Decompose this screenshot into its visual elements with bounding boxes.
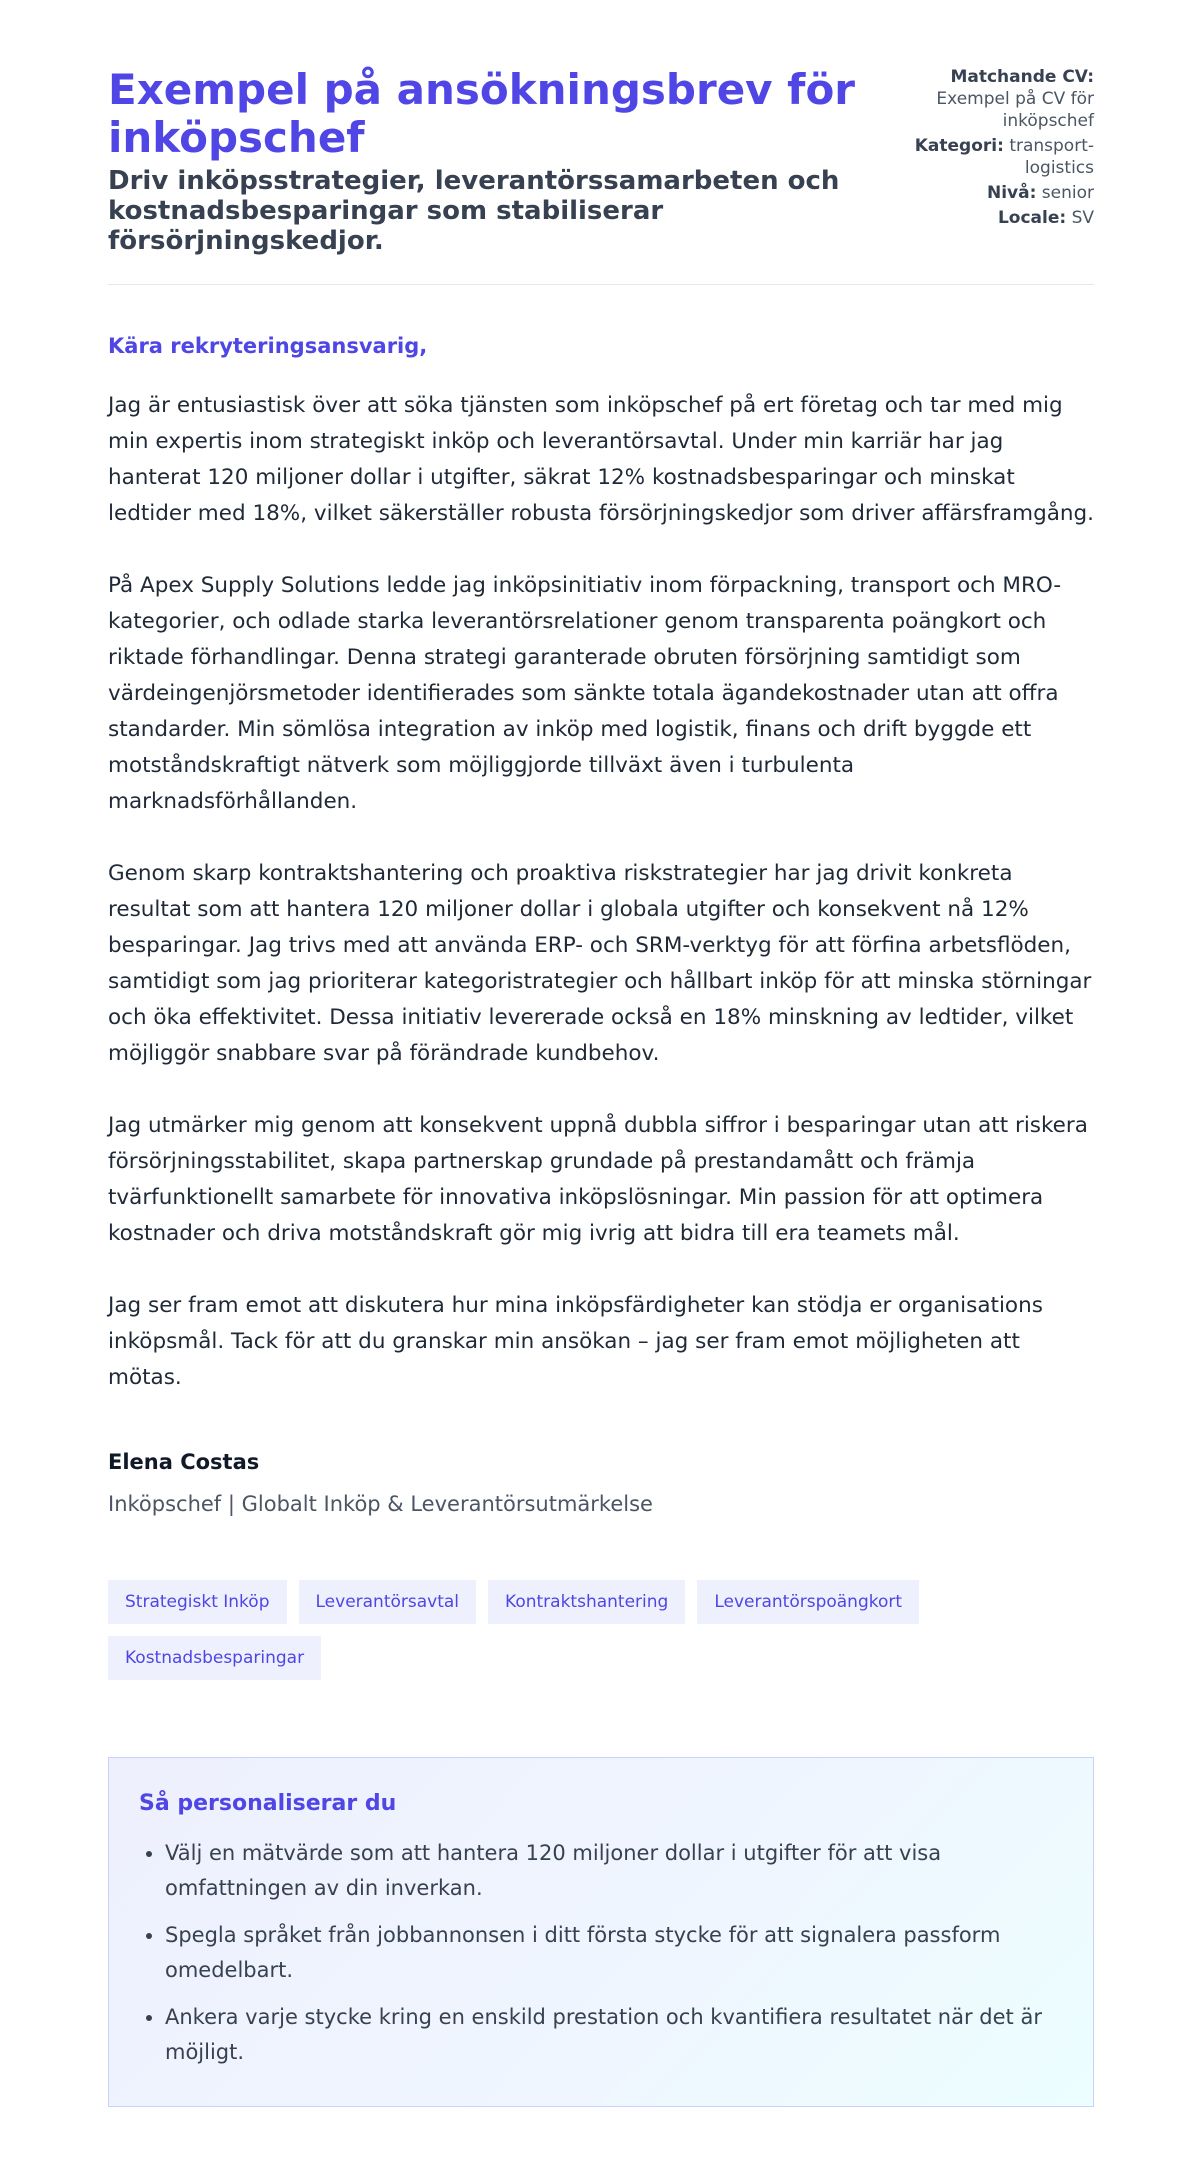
- skill-tags: [108, 1580, 1048, 1680]
- meta-matching-cv: [874, 66, 1094, 132]
- meta-level-value: senior: [1041, 183, 1094, 203]
- signature-name: Elena Costas: [108, 1450, 260, 1474]
- meta-panel: [874, 66, 1094, 232]
- letter-paragraph: Jag utmärker mig genom att konsekvent uppnå dubbla siffror i besparingar utan att riskera försörjningsstabilitet, skapa partnerskap grundade på prestandamått och främja tvärfunktionellt samarbete för innovativa inköpslösningar. Min passion för att optimera kostnader och driva motståndskraft gör mig ivrig att bidra till era teamets mål.: [108, 1113, 1088, 1246]
- skill-tag: Leverantörsavtal: [299, 1580, 477, 1624]
- meta-category-value: transport-logistics: [1009, 136, 1094, 178]
- header-divider: [108, 284, 1094, 285]
- page-title: Exempel på ansökningsbrev för inköpschef: [108, 65, 856, 162]
- page-subtitle: Driv inköpsstrategier, leverantörssamarbeten och kostnadsbesparingar som stabiliserar försörjningskedjor.: [108, 166, 840, 256]
- letter-greeting: Kära rekryteringsansvarig,: [108, 334, 428, 358]
- skill-tag: Kontraktshantering: [488, 1580, 685, 1624]
- letter-paragraph: Jag är entusiastisk över att söka tjänsten som inköpschef på ert företag och tar med mig min expertis inom strategiskt inköp och leverantörsavtal. Under min karriär har jag hanterat 120 miljoner dollar i utgifter, säkrat 12% kostnadsbesparingar och minskat ledtider med 18%, vilket säkerställer robusta försörjningskedjor som driver affärsframgång.: [108, 393, 1095, 526]
- meta-level: [874, 182, 1094, 204]
- skill-tag: Kostnadsbesparingar: [108, 1636, 321, 1680]
- skill-tag: Strategiskt Inköp: [108, 1580, 287, 1624]
- letter-body: [108, 330, 1098, 1432]
- skill-tag: Leverantörspoängkort: [697, 1580, 919, 1624]
- tip-item: • Spegla språket från jobbannonsen i ditt första stycke för att signalera passform omedelbart.: [165, 1918, 1063, 1988]
- meta-category: [874, 135, 1094, 179]
- tip-item: • Välj en mätvärde som att hantera 120 miljoner dollar i utgifter för att visa omfattningen av din inverkan.: [165, 1836, 1063, 1906]
- meta-level-label: Nivå:: [986, 183, 1037, 203]
- letter-paragraph: Genom skarp kontraktshantering och proaktiva riskstrategier har jag drivit konkreta resultat som att hantera 120 miljoner dollar i globala utgifter och konsekvent nå 12% besparingar. Jag trivs med att använda ERP- och SRM-verktyg för att förfina arbetsflöden, samtidigt som jag prioriterar kategoristrategier och hållbart inköp för att minska störningar och öka effektivitet. Dessa initiativ levererade också en 18% minskning av ledtider, vilket möjliggör snabbare svar på förändrade kundbehov.: [108, 861, 1092, 1066]
- meta-locale-value: SV: [1071, 208, 1094, 228]
- letter-paragraph: På Apex Supply Solutions ledde jag inköpsinitiativ inom förpackning, transport och MRO-kategorier, och odlade starka leverantörsrelationer genom transparenta poängkort och riktade förhandlingar. Denna strategi garanterade obruten försörjning samtidigt som värdeingenjörsmetoder identifierades som sänkte totala ägandekostnader utan att offra standarder. Min sömlösa integration av inköp med logistik, finans och drift byggde ett motståndskraftigt nätverk som möjliggjorde tillväxt även i turbulenta marknadsförhållanden.: [108, 573, 1062, 814]
- tip-item: • Ankera varje stycke kring en enskild prestation och kvantifiera resultatet när det är möjligt.: [165, 2000, 1063, 2070]
- personalization-tips-box: [108, 1757, 1094, 2107]
- page-header: [108, 66, 1094, 256]
- tips-list: [139, 1836, 1063, 2070]
- letter-paragraph: Jag ser fram emot att diskutera hur mina inköpsfärdigheter kan stödja er organisations inköpsmål. Tack för att du granskar min ansökan – jag ser fram emot möjligheten att mötas.: [108, 1293, 1043, 1390]
- meta-locale: [874, 207, 1094, 229]
- meta-locale-label: Locale:: [997, 208, 1067, 228]
- meta-matching-cv-label: Matchande CV:: [950, 67, 1094, 87]
- signature-role: Inköpschef | Globalt Inköp & Leverantörsutmärkelse: [108, 1492, 653, 1516]
- meta-matching-cv-value[interactable]: Exempel på CV för inköpschef: [936, 89, 1094, 131]
- meta-category-label: Kategori:: [914, 136, 1004, 156]
- tips-title: Så personaliserar du: [139, 1791, 397, 1816]
